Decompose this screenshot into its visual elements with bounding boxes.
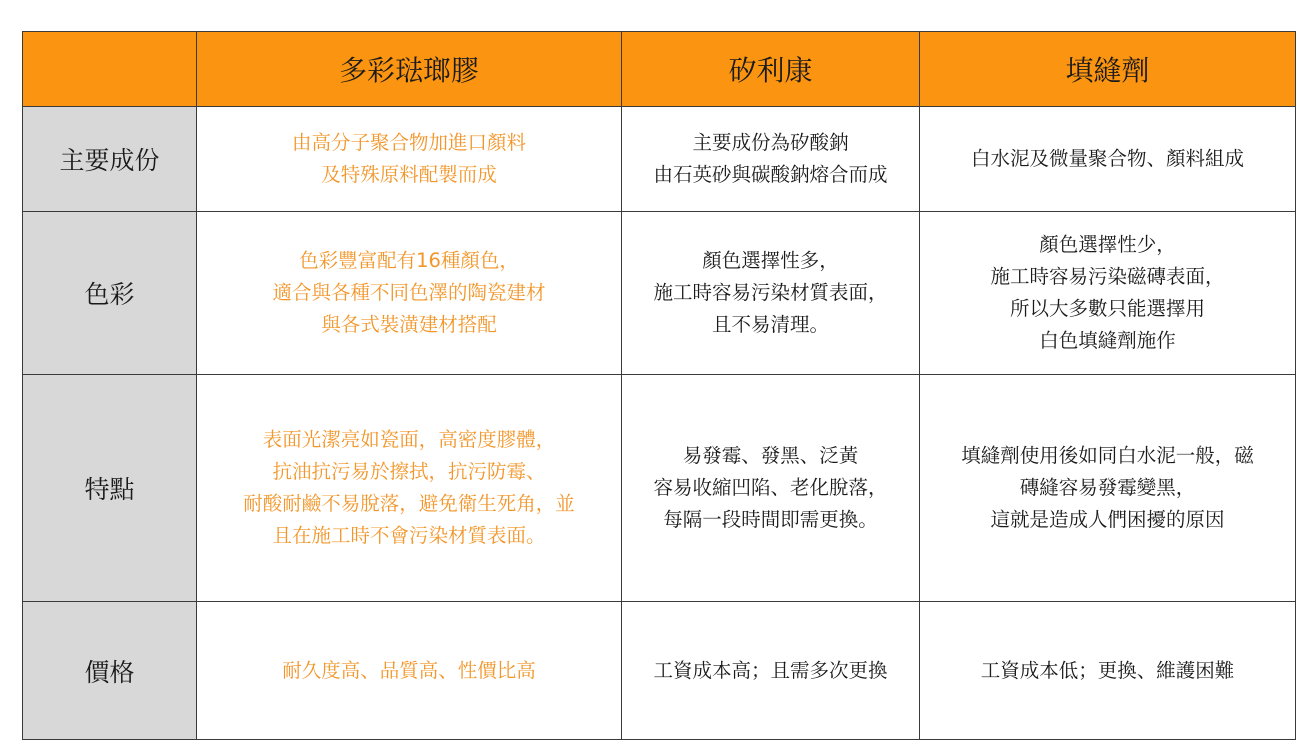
cell-line: 所以大多數只能選擇用 xyxy=(1009,297,1205,320)
cell-line: 適合與各種不同色澤的陶瓷建材 xyxy=(272,281,546,304)
cell-line: 耐酸耐鹼不易脫落，避免衛生死角，並 xyxy=(243,492,575,515)
cell-line: 施工時容易污染材質表面， xyxy=(653,281,888,304)
cell-line: 且在施工時不會污染材質表面。 xyxy=(272,524,546,547)
cell-silicone xyxy=(622,602,920,740)
cell-line: 顏色選擇性多， xyxy=(702,249,839,272)
cell-line: 工資成本高；且需多次更換 xyxy=(653,658,888,682)
cell-line: 白色填縫劑施作 xyxy=(1039,329,1176,352)
header-row xyxy=(23,32,1296,107)
cell-line: 白水泥及微量聚合物、顏料組成 xyxy=(970,147,1244,170)
cell-grout xyxy=(920,212,1296,375)
cell-enamel-glue xyxy=(197,212,622,375)
cell-line: 工資成本低；更換、維護困難 xyxy=(980,658,1235,682)
table-row xyxy=(23,107,1296,212)
cell-line: 易發霉、發黑、泛黃 xyxy=(682,444,859,467)
cell-grout xyxy=(920,375,1296,602)
cell-line: 及特殊原料配製而成 xyxy=(321,163,497,186)
header-silicone: 矽利康 xyxy=(622,32,920,107)
comparison-table xyxy=(22,31,1296,740)
cell-grout xyxy=(920,107,1296,212)
cell-line: 且不易清理。 xyxy=(711,313,829,336)
cell-silicone xyxy=(622,375,920,602)
cell-enamel-glue xyxy=(197,107,622,212)
cell-line: 磚縫容易發霉變黑， xyxy=(1019,476,1196,499)
cell-line: 容易收縮凹陷、老化脫落， xyxy=(653,476,888,499)
cell-line: 這就是造成人們困擾的原因 xyxy=(990,508,1225,531)
cell-enamel-glue xyxy=(197,602,622,740)
table-row xyxy=(23,375,1296,602)
cell-line: 由高分子聚合物加進口顏料 xyxy=(291,131,526,154)
table-row xyxy=(23,212,1296,375)
row-label: 主要成份 xyxy=(23,107,197,212)
row-label: 價格 xyxy=(23,602,197,740)
row-label: 色彩 xyxy=(23,212,197,375)
cell-line: 耐久度高、品質高、性價比高 xyxy=(282,658,536,682)
cell-line: 填縫劑使用後如同白水泥一般，磁 xyxy=(961,444,1254,467)
header-grout: 填縫劑 xyxy=(920,32,1296,107)
cell-silicone xyxy=(622,212,920,375)
cell-line: 表面光潔亮如瓷面，高密度膠體， xyxy=(262,428,556,451)
cell-line: 色彩豐富配有16種顏色， xyxy=(299,249,519,272)
cell-enamel-glue xyxy=(197,375,622,602)
cell-line: 每隔一段時間即需更換。 xyxy=(663,508,878,531)
header-enamel-glue: 多彩琺瑯膠 xyxy=(197,32,622,107)
header-corner xyxy=(23,32,197,107)
row-label: 特點 xyxy=(23,375,197,602)
cell-line: 抗油抗污易於擦拭，抗污防霉、 xyxy=(272,460,546,483)
cell-line: 與各式裝潢建材搭配 xyxy=(321,313,497,336)
cell-grout xyxy=(920,602,1296,740)
cell-silicone xyxy=(622,107,920,212)
table-row xyxy=(23,602,1296,740)
cell-line: 主要成份為矽酸鈉 xyxy=(692,131,849,154)
cell-line: 由石英砂與碳酸鈉熔合而成 xyxy=(653,163,888,186)
cell-line: 顏色選擇性少， xyxy=(1039,233,1176,256)
cell-line: 施工時容易污染磁磚表面， xyxy=(990,265,1225,288)
